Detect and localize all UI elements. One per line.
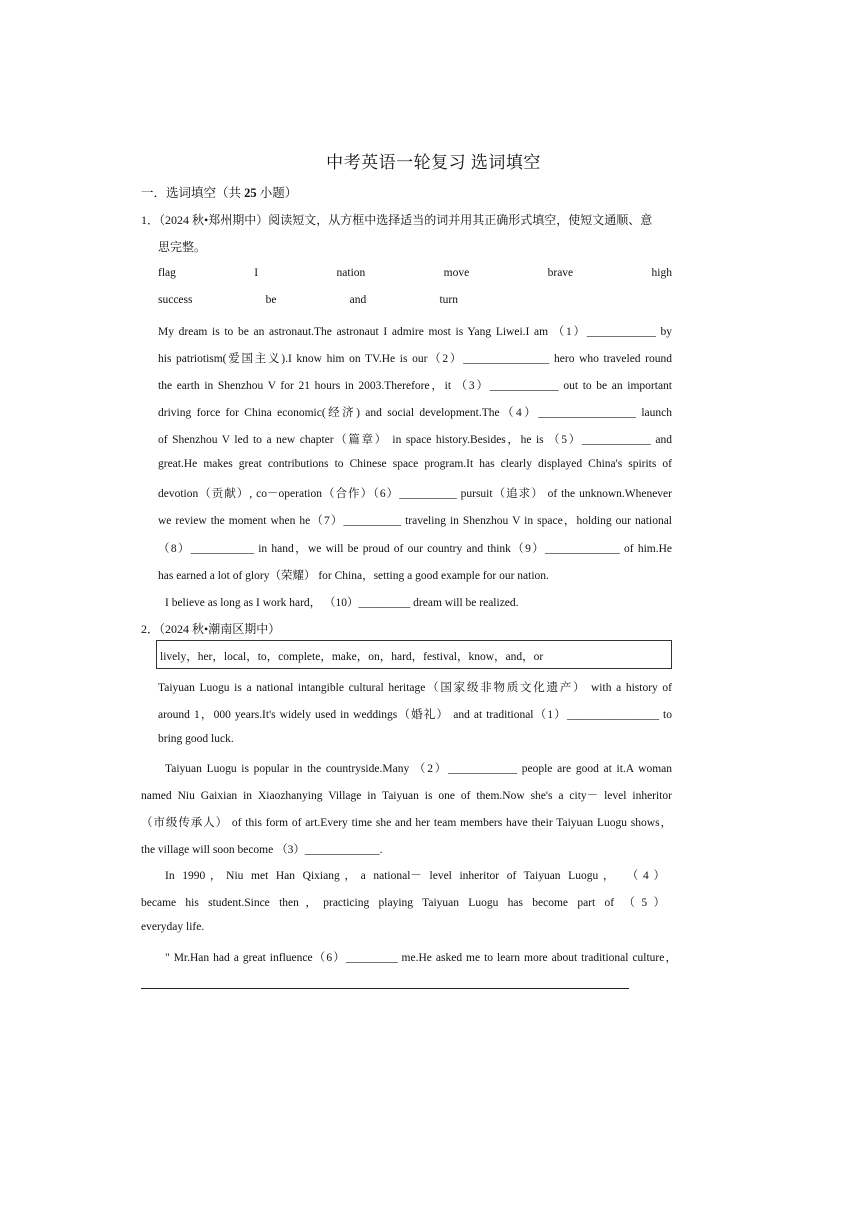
word-bank-item: move — [443, 267, 470, 279]
word-bank-item: success — [158, 294, 193, 306]
q2-passage-line: named Niu Gaixian in Xiaozhanying Village in Taiyuan is one of them.Now she's a city－ level inheritor — [141, 790, 672, 802]
word-bank-item: brave — [547, 267, 574, 279]
q1-passage-line: has earned a lot of glory（荣耀） for China，setting a good example for our nation. — [158, 570, 549, 582]
q2-passage-line: became his student.Since then，practicing playing Taiyuan Luogu has become part of （5） — [141, 897, 665, 909]
q1-word-bank-row2 — [158, 294, 458, 306]
q1-passage-line: driving force for China economic(经济) and social development.The（4）_________________ launch — [158, 407, 672, 419]
page-title: 中考英语一轮复习 选词填空 — [326, 153, 541, 172]
section-prefix: 一．选词填空（共 — [141, 186, 245, 200]
q1-passage-line: his patriotism(爱国主义).I know him on TV.He is our（2）_______________ hero who traveled round — [158, 353, 672, 365]
q1-passage-line: My dream is to be an astronaut.The astronaut I admire most is Yang Liwei.I am （1）____________ by — [158, 326, 672, 338]
q2-passage-line: bring good luck. — [158, 733, 234, 745]
q1-instruction-line2: 思完整。 — [158, 240, 207, 254]
word-bank-item: flag — [158, 267, 176, 279]
q2-passage-line: （市级传承人） of this form of art.Every time she and her team members have their Taiyuan Luogu shows， — [141, 817, 672, 829]
word-bank-item: I — [254, 267, 259, 279]
q2-passage-line: " Mr.Han had a great influence（6）_________ me.He asked me to learn more about traditional culture， — [165, 952, 677, 964]
q2-passage-line: around 1，000 years.It's widely used in weddings（婚礼） and at traditional（1）________________ to — [158, 709, 672, 721]
word-bank-item: be — [265, 294, 277, 306]
section-suffix: 小题） — [256, 186, 298, 200]
q2-passage-line: the village will soon become （3）_____________. — [141, 844, 383, 856]
q2-passage-line: In 1990，Niu met Han Qixiang，a national－ level inheritor of Taiyuan Luogu， （4） — [165, 870, 665, 882]
word-bank-item: turn — [439, 294, 458, 306]
q1-passage-line: devotion（贡献）, co－operation（合作）（6）__________ pursuit（追求） of the unknown.Whenever — [158, 488, 672, 500]
q1-instruction-line1: 1．（2024 秋•郑州期中）阅读短文，从方框中选择适当的词并用其正确形式填空，使短文通顺、意 — [141, 213, 653, 227]
q2-passage-line: Taiyuan Luogu is popular in the countryside.Many （2）____________ people are good at it.A woman — [165, 763, 672, 775]
q1-passage-line: the earth in Shenzhou V for 21 hours in 2003.Therefore，it （3）____________ out to be an important — [158, 380, 672, 392]
q1-passage-line: great.He makes great contributions to Chinese space program.It has clearly displayed China's spirits of — [158, 458, 672, 470]
page-divider — [141, 988, 629, 989]
question-count: 25 — [244, 186, 257, 200]
q1-passage-line: of Shenzhou V led to a new chapter（篇章） in space history.Besides，he is （5）____________ and — [158, 434, 672, 446]
section-heading — [141, 183, 297, 201]
q2-heading: 2．（2024 秋•潮南区期中） — [141, 622, 281, 636]
q1-passage-line: we review the moment when he（7）__________ traveling in Shenzhou V in space，holding our national — [158, 515, 672, 527]
q2-word-bank-box — [156, 640, 672, 669]
word-bank-item: high — [651, 267, 672, 279]
q2-passage-line: everyday life. — [141, 921, 205, 933]
q2-word-bank: lively，her，local，to，complete，make，on，hard，festival，know，and，or — [160, 651, 544, 663]
q1-passage-line: I believe as long as I work hard， （10）_________ dream will be realized. — [165, 597, 519, 609]
q1-passage-line: （8）___________ in hand，we will be proud of our country and think（9）_____________ of him.He — [158, 543, 672, 555]
word-bank-item: nation — [336, 267, 366, 279]
word-bank-item: and — [349, 294, 367, 306]
q1-word-bank-row1 — [158, 267, 672, 279]
q2-passage-line: Taiyuan Luogu is a national intangible cultural heritage（国家级非物质文化遗产） with a history of — [158, 682, 672, 694]
